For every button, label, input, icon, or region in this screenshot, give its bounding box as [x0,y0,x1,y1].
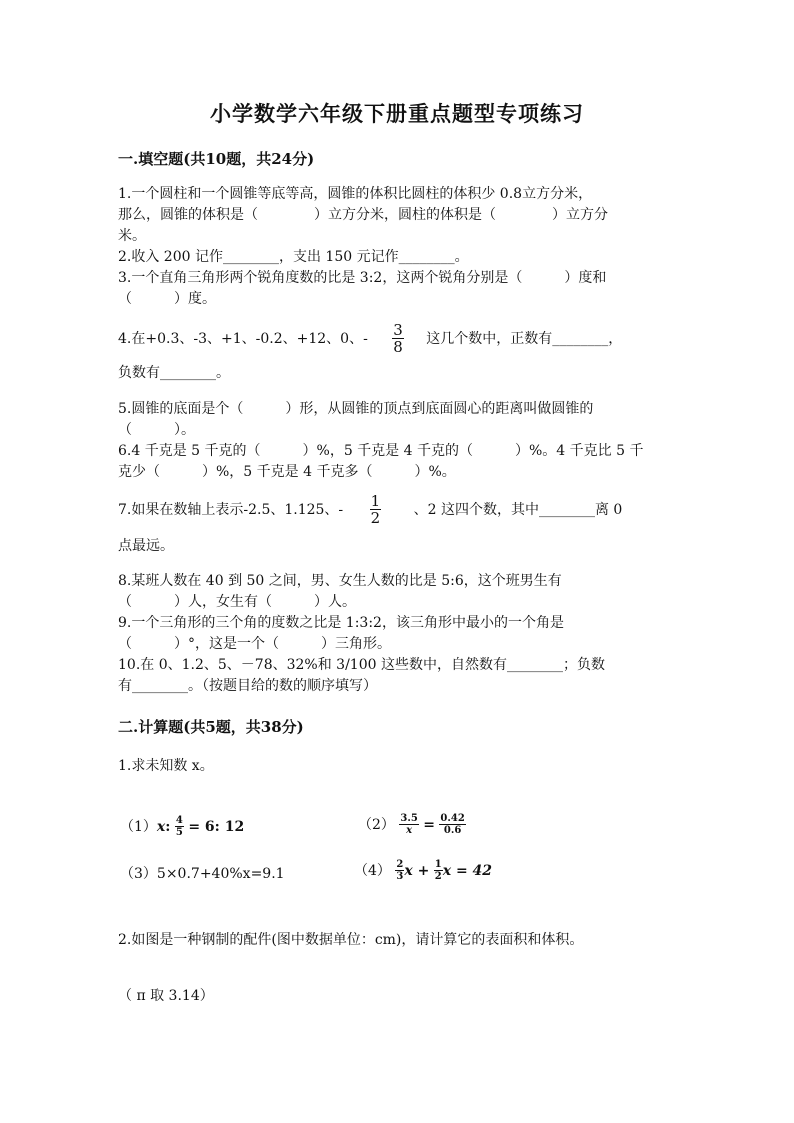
q4-frac-numerator: 3 [393,321,403,339]
eq2-numerator-left: 3.5 [400,813,418,824]
q6-line1: 6.4 千克是 5 千克的（ ）%，5 千克是 4 千克的（ ）%。4 千克比 5 千 [118,443,644,459]
q9-line2: （ ）°，这是一个（ ）三角形。 [118,636,391,652]
q4-text-before: 4.在+0.3、-3、+1、-0.2、+12、0、- [118,331,368,347]
calc-q1-title: 1.求未知数 x。 [118,758,214,774]
equation-4 [354,860,492,882]
q4-line1 [118,323,622,355]
equation-2 [358,814,466,836]
eq1-x: x [156,819,166,835]
q9-line1: 9.一个三角形的三个角的度数之比是 1:3:2，该三角形中最小的一个角是 [118,615,564,631]
eq4-x2: x = 42 [442,863,493,879]
q1-line2: 那么，圆锥的体积是（ ）立方分米，圆柱的体积是（ ）立方分 [118,207,608,223]
eq2-fraction-right [439,814,465,836]
eq1-rest: = 6: 12 [188,819,245,835]
eq2-equals: = [423,817,435,833]
eq2-numerator-right: 0.42 [440,813,465,824]
q10-line1: 10.在 0、1.2、5、－78、32%和 3/100 这些数中，自然数有________；负数 [118,657,605,673]
q4-text-after: 这几个数中，正数有________， [426,331,623,347]
q2-line: 2.收入 200 记作________，支出 150 元记作________。 [118,249,469,265]
equation-1 [120,816,244,838]
q7-text-before: 7.如果在数轴上表示-2.5、1.125、- [118,502,344,518]
q4-line2: 负数有________。 [118,365,230,381]
eq1-denominator: 5 [175,827,183,838]
section2-heading: 二.计算题(共5题，共38分) [118,718,304,736]
equation-3 [120,864,285,885]
q8-line2: （ ）人，女生有（ ）人。 [118,594,356,610]
q4-frac-denominator: 8 [393,338,403,356]
q1-line3: 米。 [118,228,146,244]
q3-line2: （ ）度。 [118,291,216,307]
eq3-label: （3） [120,866,157,882]
q7-fraction [370,494,382,526]
eq4-numerator-1: 2 [396,859,404,870]
q4-fraction [392,323,404,355]
q10-line2: 有________。（按题目给的数的顺序填写） [118,678,377,694]
eq2-fraction-left [399,814,418,836]
calc-q2-title: 2.如图是一种钢制的配件(图中数据单位：cm)，请计算它的表面积和体积。 [118,932,584,948]
eq2-denominator-left: x [406,825,413,836]
calc-q2-pi-note: （ π 取 3.14） [118,988,214,1004]
q1-line1: 1.一个圆柱和一个圆锥等底等高，圆锥的体积比圆柱的体积少 0.8立方分米， [118,186,593,202]
eq4-denominator-1: 3 [396,871,404,882]
eq4-label: （4） [354,863,391,879]
eq4-x1: x + [404,863,430,879]
eq1-colon: : [165,819,171,835]
page-title: 小学数学六年级下册重点题型专项练习 [210,101,584,126]
q5-line1: 5.圆锥的底面是个（ ）形，从圆锥的顶点到底面圆心的距离叫做圆锥的 [118,401,594,417]
section1-heading: 一.填空题(共10题，共24分) [118,150,315,168]
q7-text-after: 、2 这四个数，其中________离 0 [413,502,623,518]
q7-line2: 点最远。 [118,538,174,554]
q8-line1: 8.某班人数在 40 到 50 之间，男、女生人数的比是 5:6，这个班男生有 [118,573,562,589]
eq3-text: 5×0.7+40%x=9.1 [156,866,285,882]
q3-line1: 3.一个直角三角形两个锐角度数的比是 3:2，这两个锐角分别是（ ）度和 [118,270,607,286]
q6-line2: 克少（ ）%，5 千克是 4 千克多（ ）%。 [118,464,456,480]
eq4-numerator-2: 1 [434,859,442,870]
q5-line2: （ ）。 [118,422,195,438]
eq1-fraction [175,816,184,838]
q7-frac-numerator: 1 [370,492,381,510]
q7-line1 [118,494,622,526]
eq1-label: （1） [120,819,157,835]
eq4-fraction-1 [395,860,404,882]
eq1-numerator: 4 [175,815,183,826]
eq2-label: （2） [358,817,395,833]
eq4-denominator-2: 2 [434,871,442,882]
eq2-denominator-right: 0.6 [443,825,462,836]
eq4-fraction-2 [434,860,443,882]
q7-frac-denominator: 2 [370,509,381,527]
